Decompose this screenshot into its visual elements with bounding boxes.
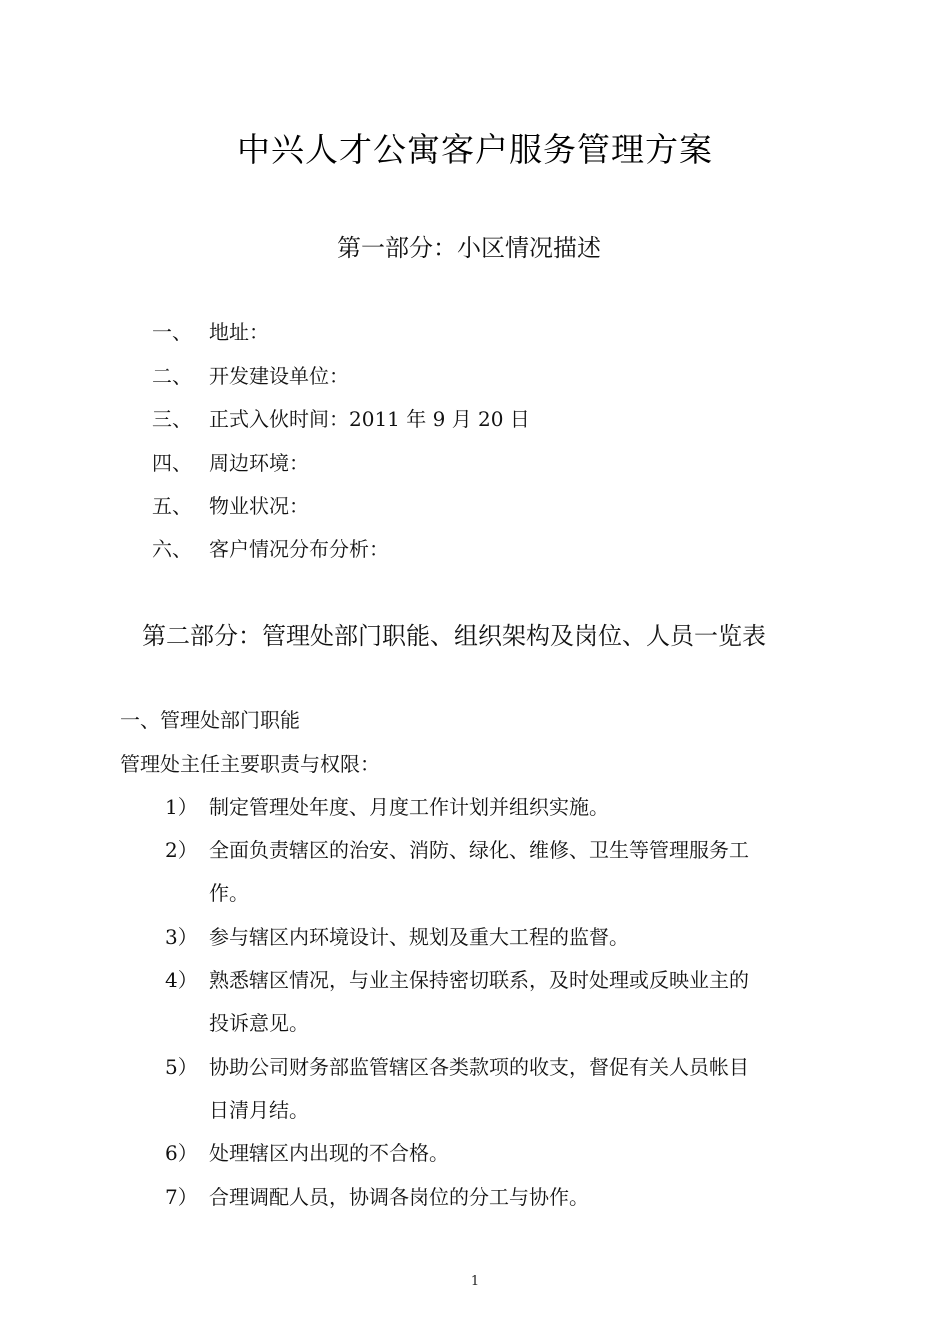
duty-number: 2）: [165, 838, 198, 862]
intro-text: 管理处主任主要职责与权限：: [120, 752, 380, 776]
duty-text-continuation: 作。: [209, 881, 249, 905]
list-item-number: 三、: [152, 407, 192, 431]
duty-text-continuation: 日清月结。: [209, 1098, 309, 1122]
duty-text: 熟悉辖区情况，与业主保持密切联系，及时处理或反映业主的: [209, 968, 749, 992]
section-heading: 一、管理处部门职能: [120, 708, 300, 732]
list-item-number: 四、: [152, 451, 192, 475]
list-item-number: 一、: [152, 320, 192, 344]
part-one-heading: 第一部分：小区情况描述: [337, 234, 601, 262]
list-item-text: 地址：: [209, 320, 269, 344]
list-item-number: 六、: [152, 537, 192, 561]
list-item-text: 客户情况分布分析：: [209, 537, 389, 561]
duty-number: 3）: [165, 925, 198, 949]
duty-number: 1）: [165, 795, 198, 819]
part-two-heading: 第二部分：管理处部门职能、组织架构及岗位、人员一览表: [142, 622, 766, 650]
duty-text-continuation: 投诉意见。: [209, 1011, 309, 1035]
list-item-number: 五、: [152, 494, 192, 518]
duty-number: 5）: [165, 1055, 198, 1079]
list-item-number: 二、: [152, 364, 192, 388]
document-title: 中兴人才公寓客户服务管理方案: [237, 130, 713, 169]
list-item-text: 正式入伙时间：2011 年 9 月 20 日: [209, 407, 530, 431]
duty-text: 制定管理处年度、月度工作计划并组织实施。: [209, 795, 609, 819]
duty-number: 6）: [165, 1141, 198, 1165]
duty-text: 合理调配人员，协调各岗位的分工与协作。: [209, 1185, 589, 1209]
list-item-text: 周边环境：: [209, 451, 309, 475]
duty-text: 全面负责辖区的治安、消防、绿化、维修、卫生等管理服务工: [209, 838, 749, 862]
list-item-text: 物业状况：: [209, 494, 309, 518]
page-number: 1: [470, 1274, 480, 1289]
duty-number: 7）: [165, 1185, 198, 1209]
duty-text: 处理辖区内出现的不合格。: [209, 1141, 449, 1165]
duty-text: 协助公司财务部监管辖区各类款项的收支，督促有关人员帐目: [209, 1055, 749, 1079]
duty-number: 4）: [165, 968, 198, 992]
duty-text: 参与辖区内环境设计、规划及重大工程的监督。: [209, 925, 629, 949]
list-item-text: 开发建设单位：: [209, 364, 349, 388]
